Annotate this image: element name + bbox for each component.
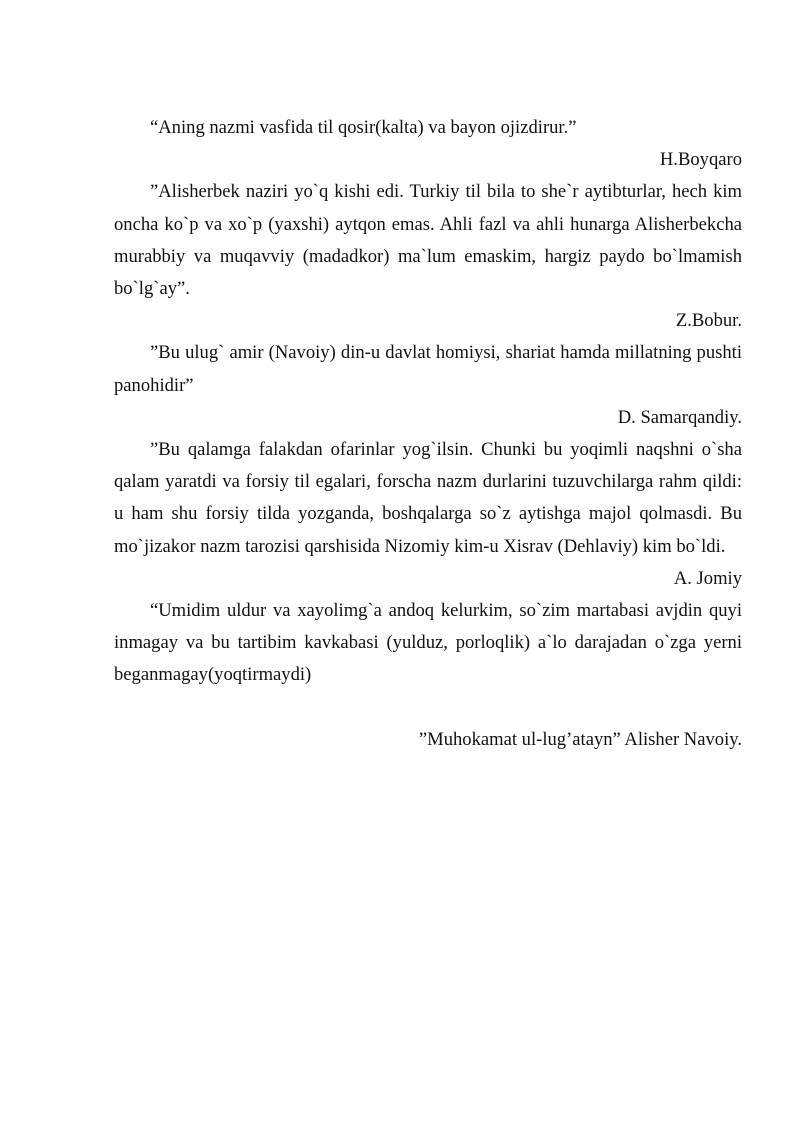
quote-author: A. Jomiy	[673, 567, 742, 589]
quote-author: D. Samarqandiy.	[617, 406, 742, 428]
blank-line	[114, 692, 742, 724]
document-page	[114, 112, 742, 756]
quote-author: ”Muhokamat ul-lug’atayn” Alisher Navoiy.	[418, 728, 742, 750]
quote-author: H.Boyqaro	[659, 149, 742, 171]
quote-text: ”Bu ulug` amir (Navoiy) din-u davlat homiysi, shariat hamda millatning pushti panohidir”	[114, 342, 742, 396]
quote-text: ”Alisherbek naziri yo`q kishi edi. Turkiy til bila to she`r aytibturlar, hech kim oncha ko`p va xo`p (yaxshi) aytqon emas. Ahli fazl va ahli hunarga Alisherbekcha murabbiy va muqavviy (madadkor) ma`lum emaskim, hargiz paydo bo`lmamish bo`lg`ay”.	[114, 181, 742, 300]
quote-author: Z.Bobur.	[675, 310, 742, 332]
quote-text: “Umidim uldur va xayolimg`a andoq kelurkim, so`zim martabasi avjdin quyi inmagay va bu tartibim kavkabasi (yulduz, porloqlik) a`lo darajadan o`zga yerni beganmagay(yoqtirmaydi)	[114, 600, 742, 686]
quote-text: ”Bu qalamga falakdan ofarinlar yog`ilsin. Chunki bu yoqimli naqshni o`sha qalam yaratdi va forsiy til egalari, forscha nazm durlarini tuzuvchilarga rahm qildi: u ham shu forsiy tilda yozganda, boshqalarga so`z aytishga majol qolmasdi. Bu mo`jizakor nazm tarozisi qarshisida Nizomiy kim-u Xisrav (Dehlaviy) kim bo`ldi.	[114, 439, 742, 557]
quote-text: “Aning nazmi vasfida til qosir(kalta) va bayon ojizdirur.”	[150, 117, 577, 138]
